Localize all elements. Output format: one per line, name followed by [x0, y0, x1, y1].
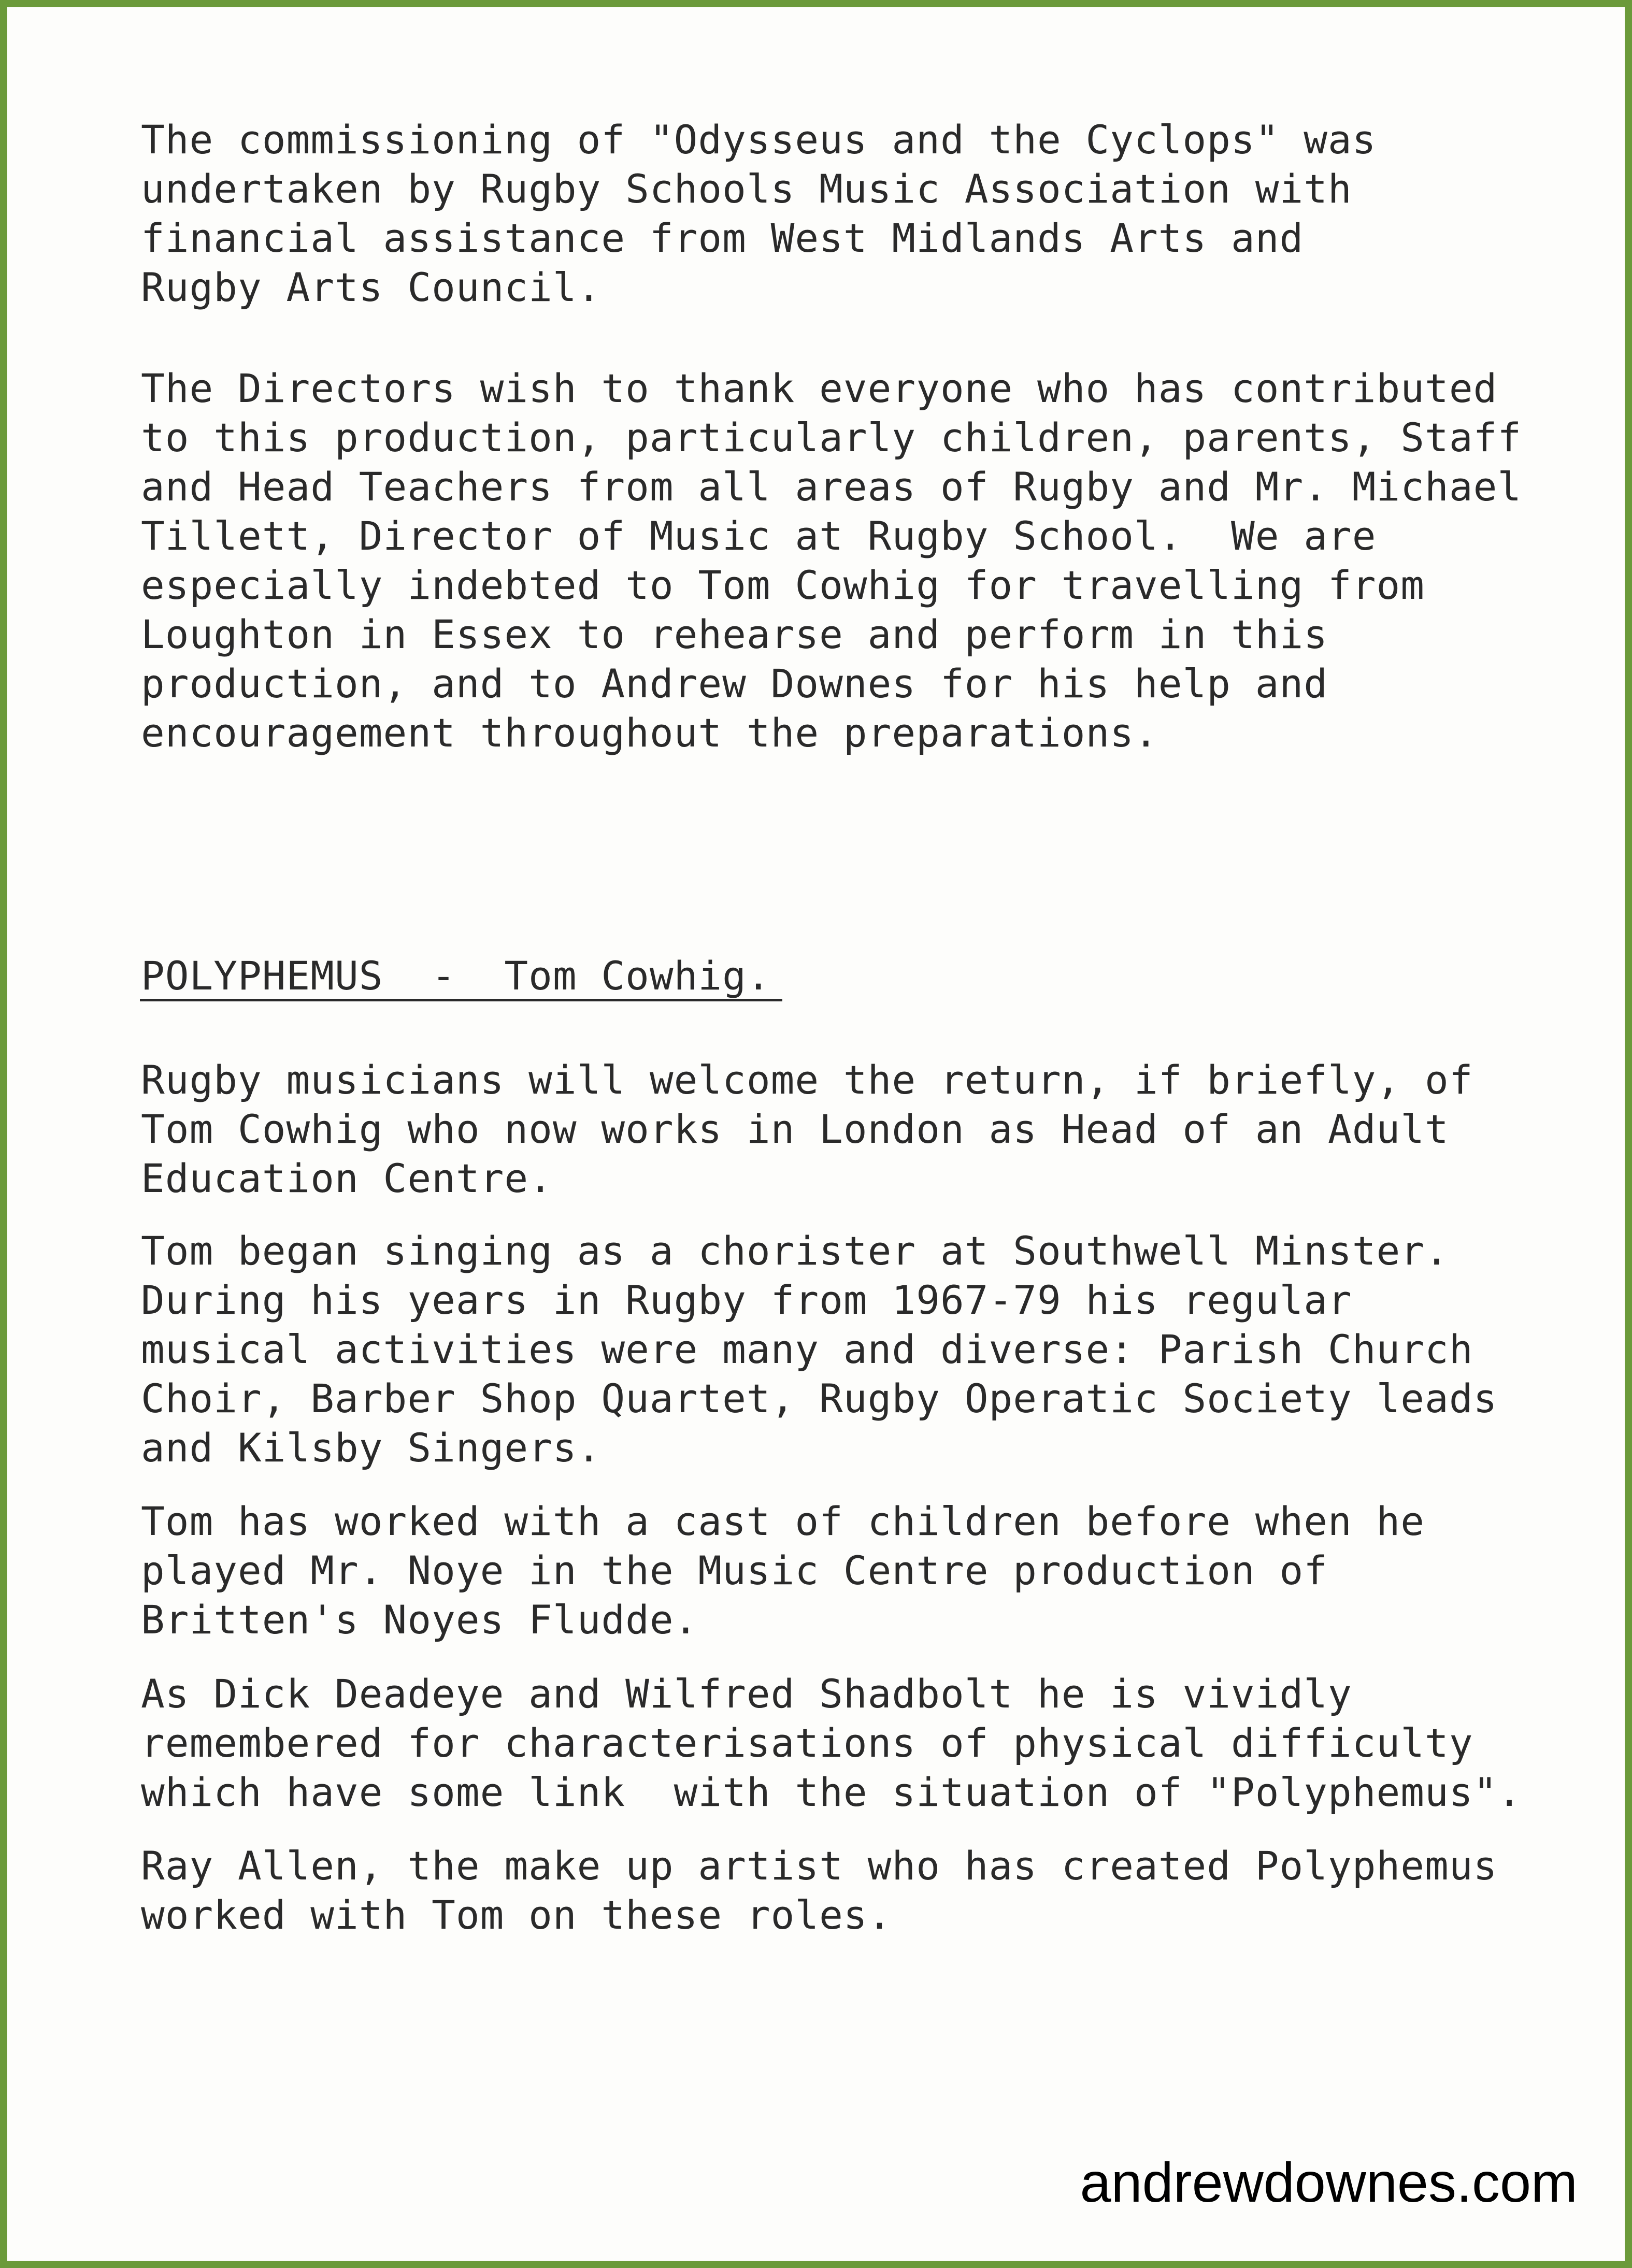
text-line: and Kilsby Singers.: [141, 1425, 602, 1471]
heading-underline: [140, 999, 782, 1001]
bio-paragraph: [141, 1055, 1473, 1203]
text-line: encouragement throughout the preparations.: [141, 710, 1158, 756]
text-line: Tom has worked with a cast of children before when he: [141, 1498, 1425, 1544]
text-line: The commissioning of "Odysseus and the Cyclops" was: [141, 117, 1377, 163]
bio-paragraph: [141, 1497, 1425, 1644]
text-line: Loughton in Essex to rehearse and perform in this: [141, 611, 1328, 657]
section-heading: POLYPHEMUS - Tom Cowhig.: [141, 953, 771, 999]
bio-paragraph: [141, 1669, 1522, 1817]
text-line: especially indebted to Tom Cowhig for travelling from: [141, 562, 1425, 608]
text-line: Rugby musicians will welcome the return, if briefly, of: [141, 1057, 1473, 1103]
text-line: Choir, Barber Shop Quartet, Rugby Operatic Society leads: [141, 1375, 1498, 1422]
bio-paragraph: [141, 1226, 1497, 1472]
text-line: Britten's Noyes Fludde.: [141, 1597, 698, 1643]
text-line: As Dick Deadeye and Wilfred Shadbolt he is vividly: [141, 1671, 1352, 1717]
text-line: Ray Allen, the make up artist who has created Polyphemus: [141, 1843, 1498, 1889]
text-line: During his years in Rugby from 1967-79 his regular: [141, 1277, 1352, 1323]
text-line: Tillett, Director of Music at Rugby School. We are: [141, 513, 1377, 559]
bio-paragraph: [141, 1841, 1497, 1940]
text-line: undertaken by Rugby Schools Music Association with: [141, 166, 1352, 212]
text-line: musical activities were many and diverse: Parish Church: [141, 1326, 1473, 1372]
text-line: worked with Tom on these roles.: [141, 1892, 892, 1938]
text-line: and Head Teachers from all areas of Rugby and Mr. Michael: [141, 464, 1522, 510]
text-line: played Mr. Noye in the Music Centre production of: [141, 1547, 1328, 1594]
text-line: production, and to Andrew Downes for his help and: [141, 661, 1328, 707]
text-line: Tom began singing as a chorister at Southwell Minster.: [141, 1228, 1449, 1274]
text-line: Rugby Arts Council.: [141, 264, 602, 310]
text-line: Education Centre.: [141, 1155, 553, 1201]
intro-paragraph: [141, 115, 1377, 312]
text-line: The Directors wish to thank everyone who has contributed: [141, 365, 1498, 411]
text-line: to this production, particularly children, parents, Staff: [141, 414, 1522, 461]
text-line: financial assistance from West Midlands Arts and: [141, 215, 1304, 261]
acknowledgements-paragraph: [141, 364, 1522, 757]
website-watermark: andrewdownes.com: [1080, 2151, 1578, 2214]
text-line: which have some link with the situation of "Polyphemus".: [141, 1769, 1522, 1815]
text-line: remembered for characterisations of physical difficulty: [141, 1720, 1473, 1766]
text-line: Tom Cowhig who now works in London as Head of an Adult: [141, 1106, 1449, 1152]
